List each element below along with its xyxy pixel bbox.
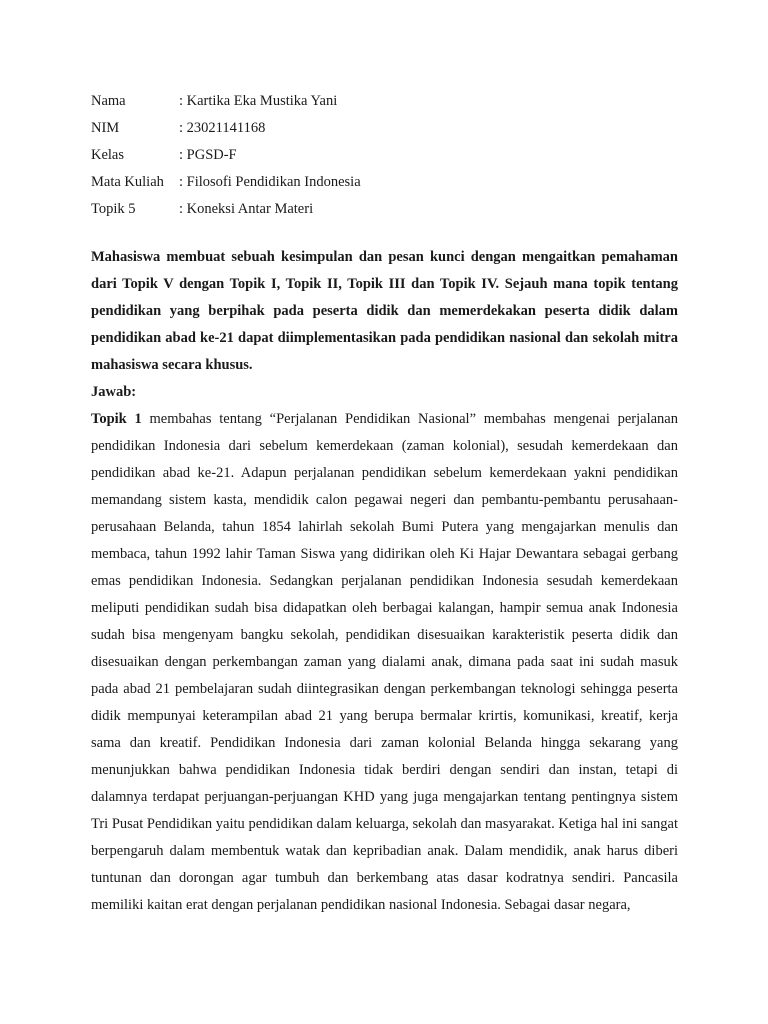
info-value: : Kartika Eka Mustika Yani: [179, 93, 338, 109]
info-label: Topik 5: [91, 201, 136, 217]
info-row-nama: [91, 88, 678, 115]
student-info: [91, 88, 678, 223]
info-label: Nama: [91, 93, 126, 109]
info-label: Mata Kuliah: [91, 174, 164, 190]
info-row-kelas: [91, 142, 678, 169]
answer-label: Jawab:: [91, 384, 137, 400]
info-row-mata-kuliah: [91, 169, 678, 196]
answer-lead: Topik 1: [91, 411, 142, 427]
info-value: : Filosofi Pendidikan Indonesia: [179, 174, 361, 190]
answer-text: membahas tentang “Perjalanan Pendidikan Nasional” membahas mengenai perjalanan pendidikan Indonesia dari sebelum kemerdekaan (zaman kolonial), sesudah kemerdekaan dan pendidikan abad ke-21. Adapun perjalanan pendidikan sebelum kemerdekaan yakni pendidikan memandang sistem kasta, mendidik calon pegawai negeri dan pembantu-pembantu perusahaan-perusahaan Belanda, tahun 1854 lahirlah sekolah Bumi Putera yang mengajarkan menulis dan membaca, tahun 1992 lahir Taman Siswa yang didirikan oleh Ki Hajar Dewantara sebagai gerbang emas pendidikan Indonesia. Sedangkan perjalanan pendidikan Indonesia sesudah kemerdekaan meliputi pendidikan sudah bisa didapatkan oleh berbagai kalangan, hampir semua anak Indonesia sudah bisa mengenyam bangku sekolah, pendidikan disesuaikan karakteristik peserta didik dan disesuaikan dengan perkembangan zaman yang dialami anak, dimana pada saat ini sudah masuk pada abad 21 pembelajaran sudah diintegrasikan dengan perkembangan teknologi sehingga peserta didik mempunyai keterampilan abad 21 yang berupa bermalar krirtis, komunikasi, kreatif, kerja sama dan kreatif. Pendidikan Indonesia dari zaman kolonial Belanda hingga sekarang yang menunjukkan bahwa pendidikan Indonesia tidak berdiri dengan sendiri dan instan, tetapi di dalamnya terdapat perjuangan-perjuangan KHD yang juga mengajarkan tentang pentingnya sistem Tri Pusat Pendidikan yaitu pendidikan dalam keluarga, sekolah dan masyarakat. Ketiga hal ini sangat berpengaruh dalam membentuk watak dan kepribadian anak. Dalam mendidik, anak harus diberi tuntunan dan dorongan agar tumbuh dan berkembang atas dasar kodratnya sendiri. Pancasila memiliki kaitan erat dengan perjalanan pendidikan nasional Indonesia. Sebagai dasar negara,: [91, 411, 678, 913]
info-label: Kelas: [91, 147, 125, 163]
info-label: NIM: [91, 120, 120, 136]
info-value: : Koneksi Antar Materi: [179, 201, 314, 217]
question-paragraph: Mahasiswa membuat sebuah kesimpulan dan pesan kunci dengan mengaitkan pemahaman dari Topik V dengan Topik I, Topik II, Topik III dan Topik IV. Sejauh mana topik tentang pendidikan yang berpihak pada peserta didik dan memerdekakan peserta didik dalam pendidikan abad ke-21 dapat diimplementasikan pada pendidikan nasional dan sekolah mitra mahasiswa secara khusus.: [91, 249, 678, 373]
info-value: : PGSD-F: [179, 147, 237, 163]
answer-paragraph: [91, 406, 678, 919]
info-value: : 23021141168: [179, 120, 266, 136]
document-page: [91, 88, 678, 919]
info-row-topik: [91, 196, 678, 223]
info-row-nim: [91, 115, 678, 142]
